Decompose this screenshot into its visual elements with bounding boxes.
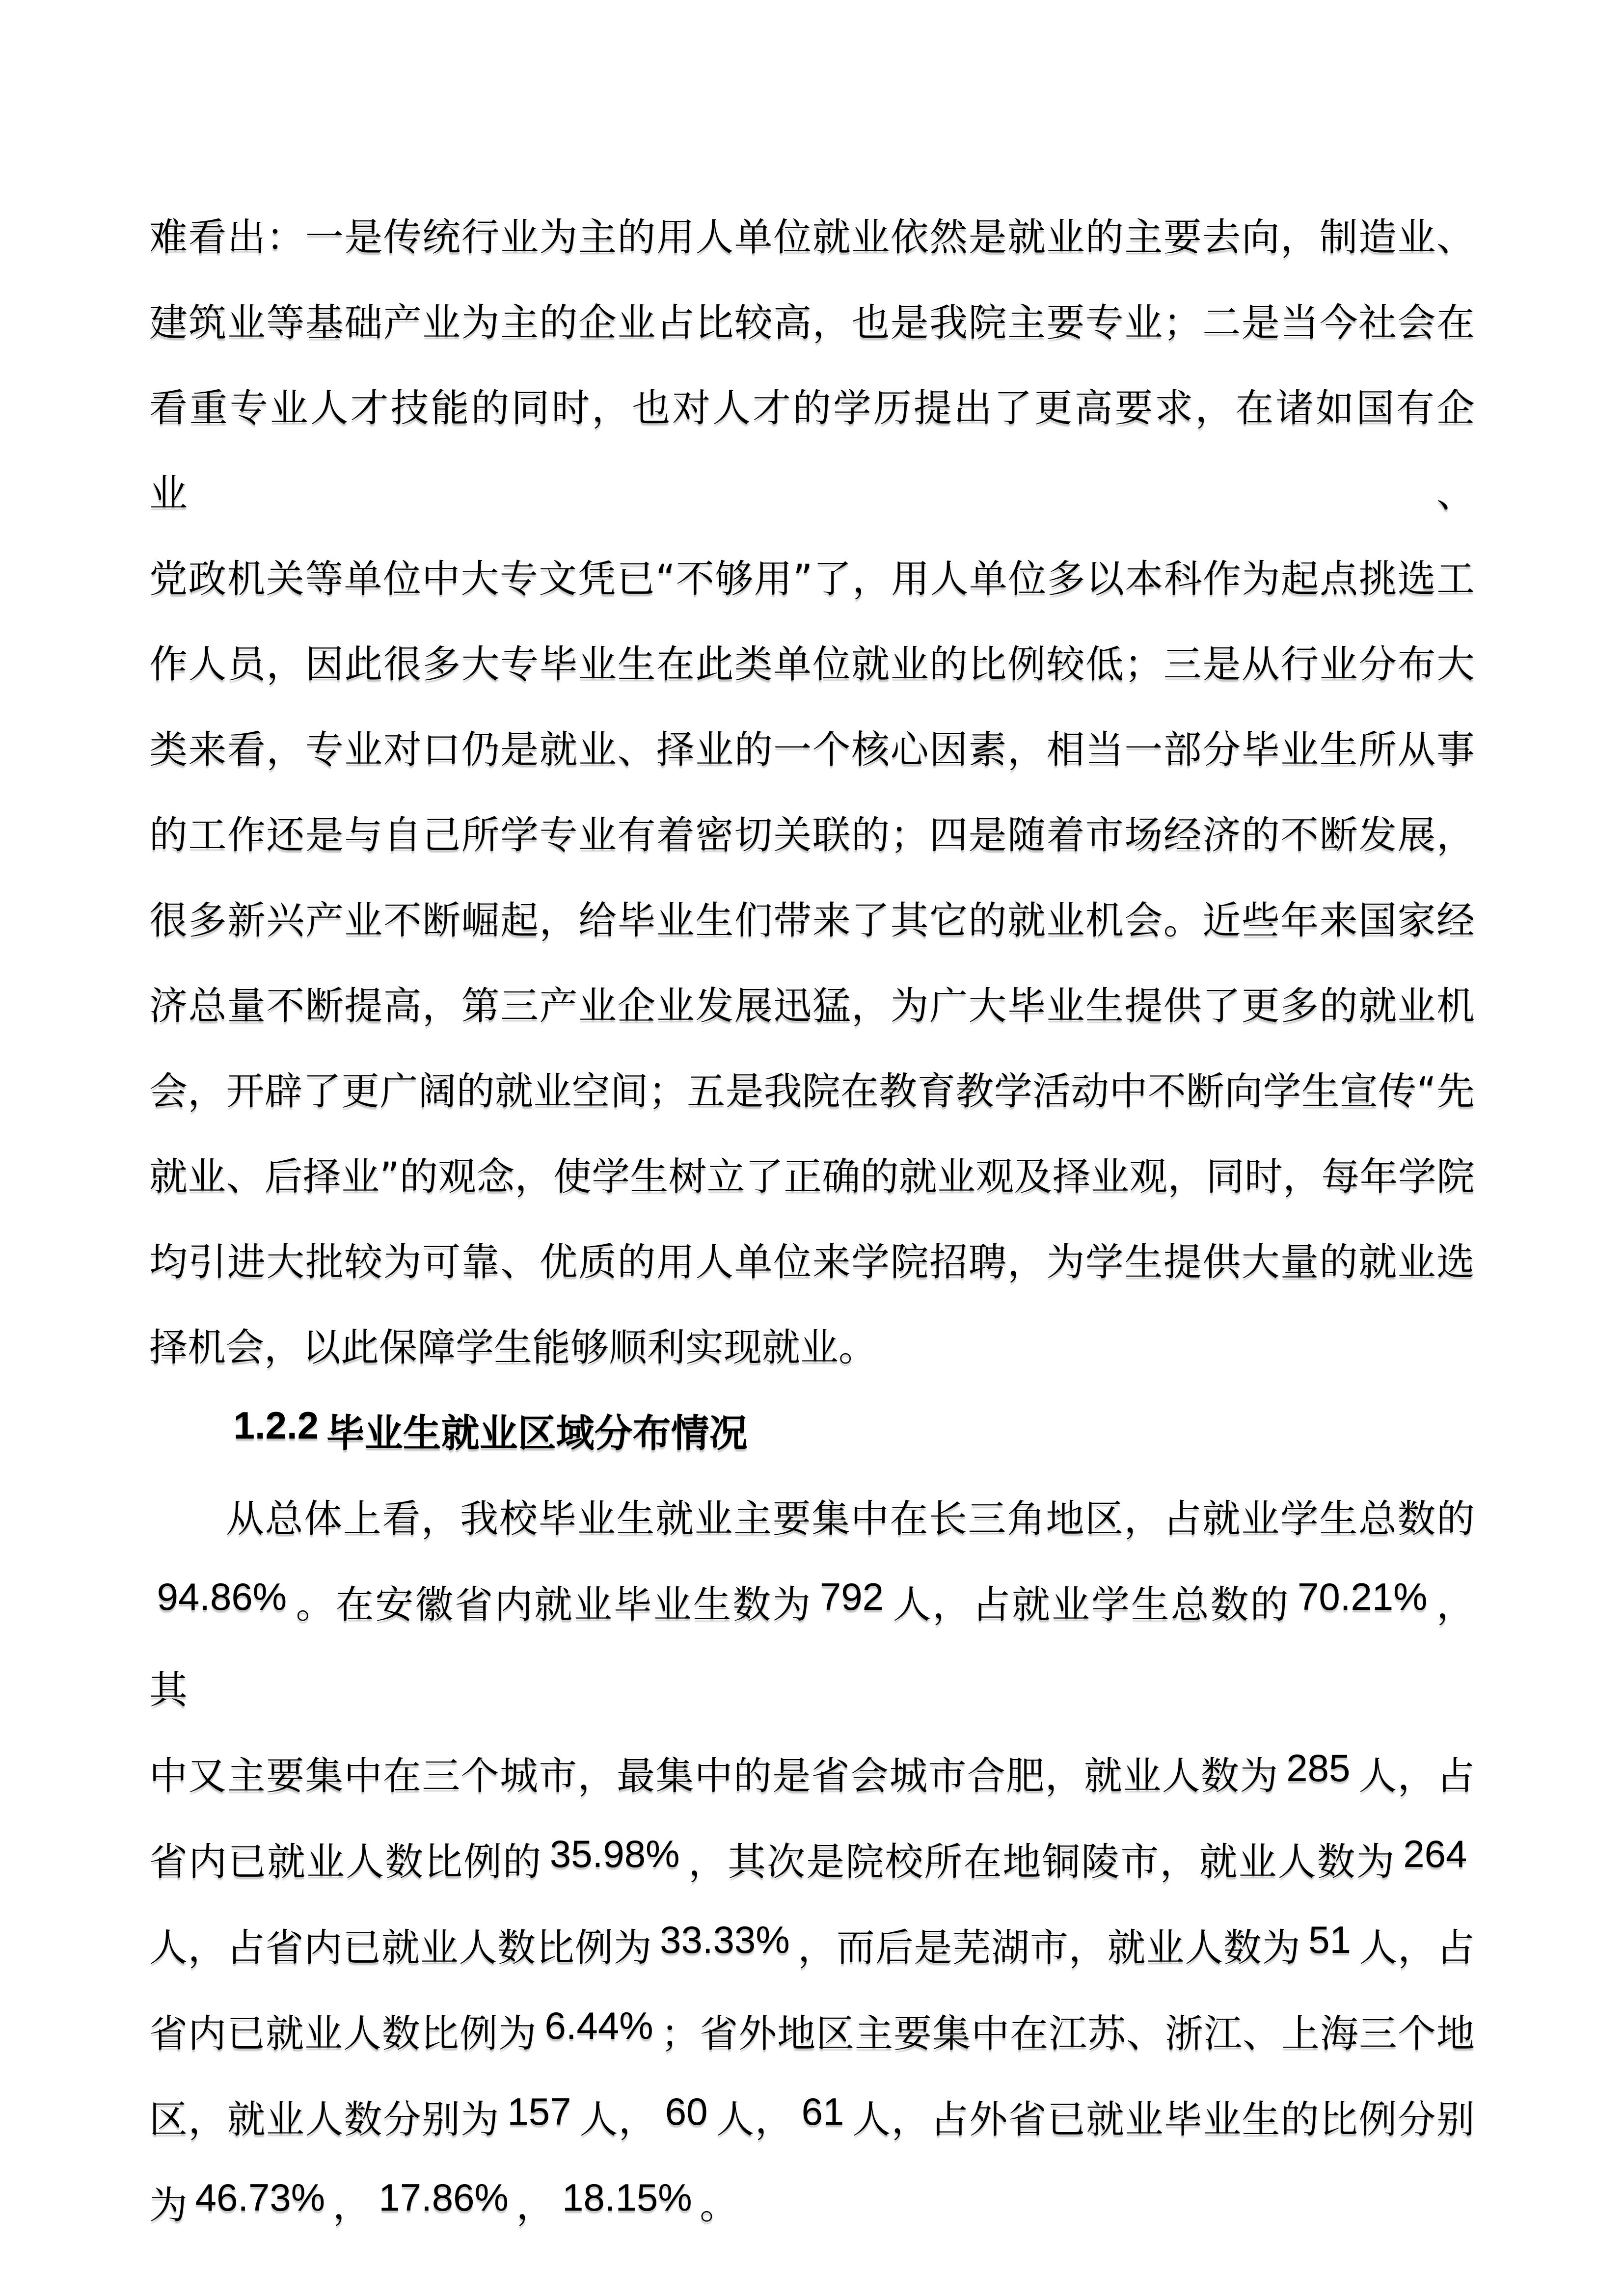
cjk-text: 会，开辟了更广阔的就业空间；五是我院在教育教学活动中不断向学生宣传“先 <box>149 1069 1475 1114</box>
text-line <box>149 366 1475 536</box>
cjk-text: 难看出：一是传统行业为主的用人单位就业依然是就业的主要去向，制造业、 <box>149 215 1475 260</box>
text-line <box>149 1476 1475 1562</box>
cjk-text: 党政机关等单位中大专文凭已“不够用”了，用人单位多以本科作为起点挑选工 <box>149 557 1475 601</box>
text-line <box>149 793 1475 878</box>
cjk-text: 。 <box>700 2184 738 2228</box>
latin-number: 94.86% <box>157 1575 287 1619</box>
text-line <box>149 536 1475 622</box>
latin-number: 33.33% <box>660 1918 790 1962</box>
cjk-text: 均引进大批较为可靠、优质的用人单位来学院招聘，为学生提供大量的就业选 <box>149 1240 1475 1284</box>
text-line <box>149 1991 1475 2077</box>
cjk-text: 省内已就业人数比例的 <box>149 1840 542 1884</box>
latin-number: 1.2.2 <box>233 1404 319 1447</box>
cjk-text: ，而后是芜湖市，就业人数为 <box>797 1926 1301 1970</box>
cjk-text: 毕业生就业区域分布情况 <box>326 1412 748 1456</box>
cjk-text: 人，占 <box>1358 1926 1475 1970</box>
text-line <box>149 195 1475 280</box>
cjk-text: 济总量不断提高，第三产业企业发展迅猛，为广大毕业生提供了更多的就业机 <box>149 984 1475 1028</box>
cjk-text: ，其次是院校所在地铜陵市，就业人数为 <box>687 1840 1396 1884</box>
latin-number: 6.44% <box>544 2004 653 2048</box>
text-line <box>149 1134 1475 1220</box>
text-line <box>149 963 1475 1049</box>
cjk-text: 区，就业人数分别为 <box>149 2098 500 2142</box>
text-line <box>149 622 1475 707</box>
text-line <box>149 1305 1475 1390</box>
cjk-text: 人，占外省已就业毕业生的比例分别 <box>851 2098 1475 2142</box>
cjk-text: 作人员，因此很多大专毕业生在此类单位就业的比例较低；三是从行业分布大 <box>149 642 1475 687</box>
latin-number: 792 <box>819 1575 884 1619</box>
cjk-text: 人， <box>579 2098 658 2142</box>
cjk-text: 看重专业人才技能的同时，也对人才的学历提出了更高要求，在诸如国有企业、 <box>149 386 1475 516</box>
text-line <box>149 707 1475 793</box>
text-line <box>149 280 1475 366</box>
text-line <box>149 1220 1475 1305</box>
text-line <box>149 1562 1475 1733</box>
latin-number: 264 <box>1403 1832 1467 1876</box>
cjk-text: ，其 <box>149 1583 1475 1712</box>
cjk-text: 从总体上看，我校毕业生就业主要集中在长三角地区，占就业学生总数的 <box>226 1497 1475 1541</box>
latin-number: 18.15% <box>562 2176 692 2219</box>
latin-number: 60 <box>665 2090 708 2134</box>
latin-number: 35.98% <box>549 1832 680 1876</box>
cjk-text: 类来看，专业对口仍是就业、择业的一个核心因素，相当一部分毕业生所从事 <box>149 728 1475 772</box>
latin-number: 46.73% <box>195 2176 325 2219</box>
cjk-text: 建筑业等基础产业为主的企业占比较高，也是我院主要专业；二是当今社会在 <box>149 301 1475 345</box>
text-line <box>149 2163 1475 2248</box>
cjk-text: 人，占就业学生总数的 <box>891 1583 1290 1627</box>
cjk-text: 。在安徽省内就业毕业生数为 <box>294 1583 812 1627</box>
cjk-text: 人，占 <box>1357 1754 1475 1798</box>
section-heading <box>149 1390 1475 1476</box>
latin-number: 70.21% <box>1297 1575 1428 1619</box>
text-line <box>149 1049 1475 1134</box>
cjk-text: 中又主要集中在三个城市，最集中的是省会城市合肥，就业人数为 <box>149 1754 1279 1798</box>
cjk-text: 人，占省内已就业人数比例为 <box>149 1926 652 1970</box>
text-line <box>149 1819 1475 1905</box>
cjk-text: 择机会，以此保障学生能够顺利实现就业。 <box>149 1326 877 1370</box>
latin-number: 51 <box>1308 1918 1351 1962</box>
text-line <box>149 1733 1475 1819</box>
cjk-text: 为 <box>149 2184 188 2228</box>
cjk-text: ；省外地区主要集中在江苏、浙江、上海三个地 <box>661 2012 1475 2056</box>
cjk-text: 很多新兴产业不断崛起，给毕业生们带来了其它的就业机会。近些年来国家经 <box>149 899 1475 943</box>
text-line <box>149 878 1475 963</box>
cjk-text: 的工作还是与自己所学专业有着密切关联的；四是随着市场经济的不断发展， <box>149 813 1475 857</box>
latin-number: 157 <box>507 2090 571 2134</box>
latin-number: 61 <box>801 2090 844 2134</box>
document-content <box>149 195 1475 2248</box>
cjk-text: 人， <box>715 2098 794 2142</box>
cjk-text: ， <box>516 2184 555 2228</box>
latin-number: 17.86% <box>379 2176 509 2219</box>
text-line <box>149 2077 1475 2163</box>
text-line <box>149 1905 1475 1991</box>
cjk-text: 就业、后择业”的观念，使学生树立了正确的就业观及择业观，同时，每年学院 <box>149 1155 1475 1199</box>
cjk-text: ， <box>332 2184 371 2228</box>
latin-number: 285 <box>1286 1746 1351 1790</box>
cjk-text: 省内已就业人数比例为 <box>149 2012 537 2056</box>
